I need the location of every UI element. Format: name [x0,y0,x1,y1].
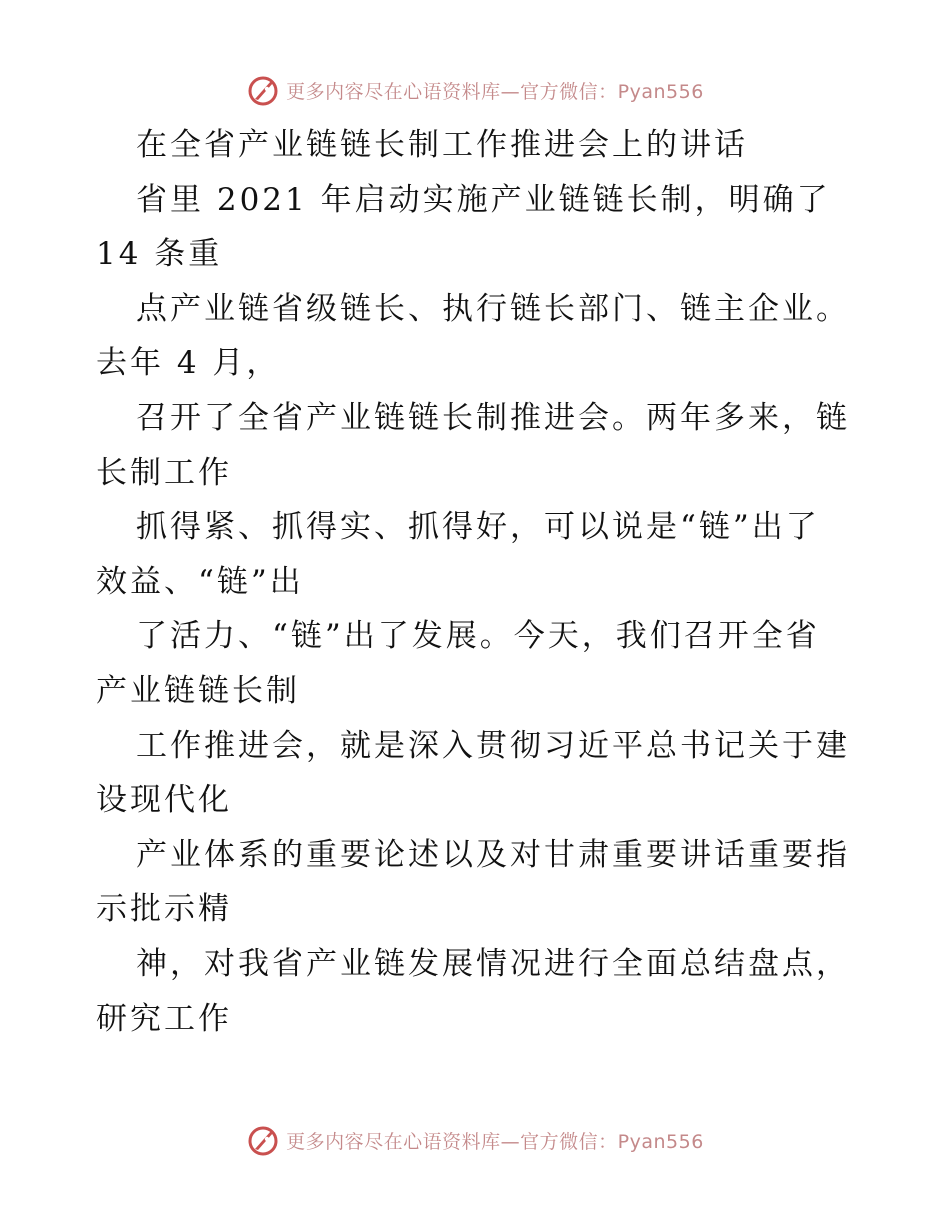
header-watermark [0,70,950,110]
text-line: 抓得紧、抓得实、抓得好，可以说是“链”出了 [136,509,820,546]
text-line: 神，对我省产业链发展情况进行全面总结盘点， [136,945,850,982]
footer-watermark [0,1120,950,1160]
text-line: 研究工作 [96,1000,232,1037]
text-line: 长制工作 [96,454,232,491]
text-line: 了活力、“链”出了发展。今天，我们召开全省 [136,618,820,655]
watermark-text: 更多内容尽在心语资料库—官方微信：Pyan556 [286,80,704,103]
text-line: 工作推进会，就是深入贯彻习近平总书记关于建 [136,727,850,764]
text-line: 设现代化 [96,782,232,819]
quill-pen-circle-icon [246,1123,280,1157]
text-line: 去年 4 月， [96,345,281,382]
text-line: 产业链链长制 [96,672,300,709]
text-line: 效益、“链”出 [96,563,304,600]
watermark-text: 更多内容尽在心语资料库—官方微信：Pyan556 [286,1130,704,1153]
quill-pen-circle-icon [246,73,280,107]
text-line: 示批示精 [96,891,232,928]
text-line: 14 条重 [96,236,223,273]
document-body [96,118,856,1046]
text-line: 召开了全省产业链链长制推进会。两年多来，链 [136,399,850,436]
text-line: 在全省产业链链长制工作推进会上的讲话 [136,127,748,163]
text-line: 省里 2021 年启动实施产业链链长制，明确了 [136,181,831,218]
text-line: 产业体系的重要论述以及对甘肃重要讲话重要指 [136,836,850,873]
text-line: 点产业链省级链长、执行链长部门、链主企业。 [136,290,850,327]
